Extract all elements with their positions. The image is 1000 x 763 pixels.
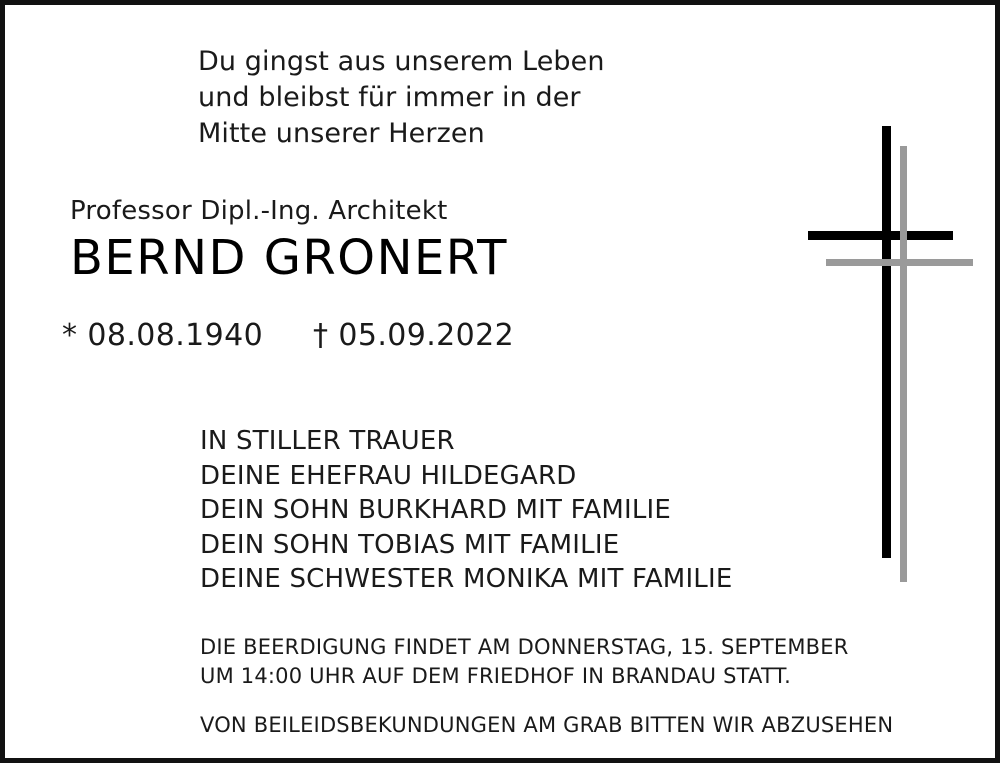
- cross-vertical-bar: [882, 126, 891, 558]
- mourner-line-2: DEIN SOHN BURKHARD MIT FAMILIE: [200, 495, 672, 526]
- death-date: 05.09.2022: [338, 318, 515, 353]
- deceased-title: Professor Dipl.-Ing. Architekt: [70, 196, 448, 226]
- mourner-line-4: DEINE SCHWESTER MONIKA MIT FAMILIE: [200, 564, 733, 595]
- life-dates: [62, 318, 514, 353]
- memorial-verse: [198, 44, 758, 152]
- cross-shadow-vertical-bar: [900, 146, 907, 582]
- death-symbol: †: [313, 318, 329, 353]
- mourners-heading: IN STILLER TRAUER: [200, 426, 455, 456]
- birth-symbol: *: [62, 318, 78, 353]
- closing-note: VON BEILEIDSBEKUNDUNGEN AM GRAB BITTEN WIR ABZUSEHEN: [200, 713, 894, 737]
- cross-shadow-horizontal-bar: [826, 259, 973, 266]
- verse-line-3: Mitte unserer Herzen: [198, 117, 485, 149]
- cross-horizontal-bar: [808, 231, 953, 240]
- verse-line-1: Du gingst aus unserem Leben: [198, 46, 605, 77]
- cross-icon: [808, 126, 980, 582]
- verse-line-2: und bleibst für immer in der: [198, 81, 581, 113]
- funeral-line-1: DIE BEERDIGUNG FINDET AM DONNERSTAG, 15. SEPTEMBER: [200, 635, 849, 659]
- funeral-line-2: UM 14:00 UHR AUF DEM FRIEDHOF IN BRANDAU STATT.: [200, 663, 792, 688]
- funeral-details: [200, 633, 849, 691]
- mourner-line-1: DEINE EHEFRAU HILDEGARD: [200, 460, 577, 491]
- mourner-line-3: DEIN SOHN TOBIAS MIT FAMILIE: [200, 529, 620, 560]
- birth-date: 08.08.1940: [87, 318, 264, 353]
- deceased-name: BERND GRONERT: [70, 230, 508, 286]
- mourners-block: [200, 424, 733, 597]
